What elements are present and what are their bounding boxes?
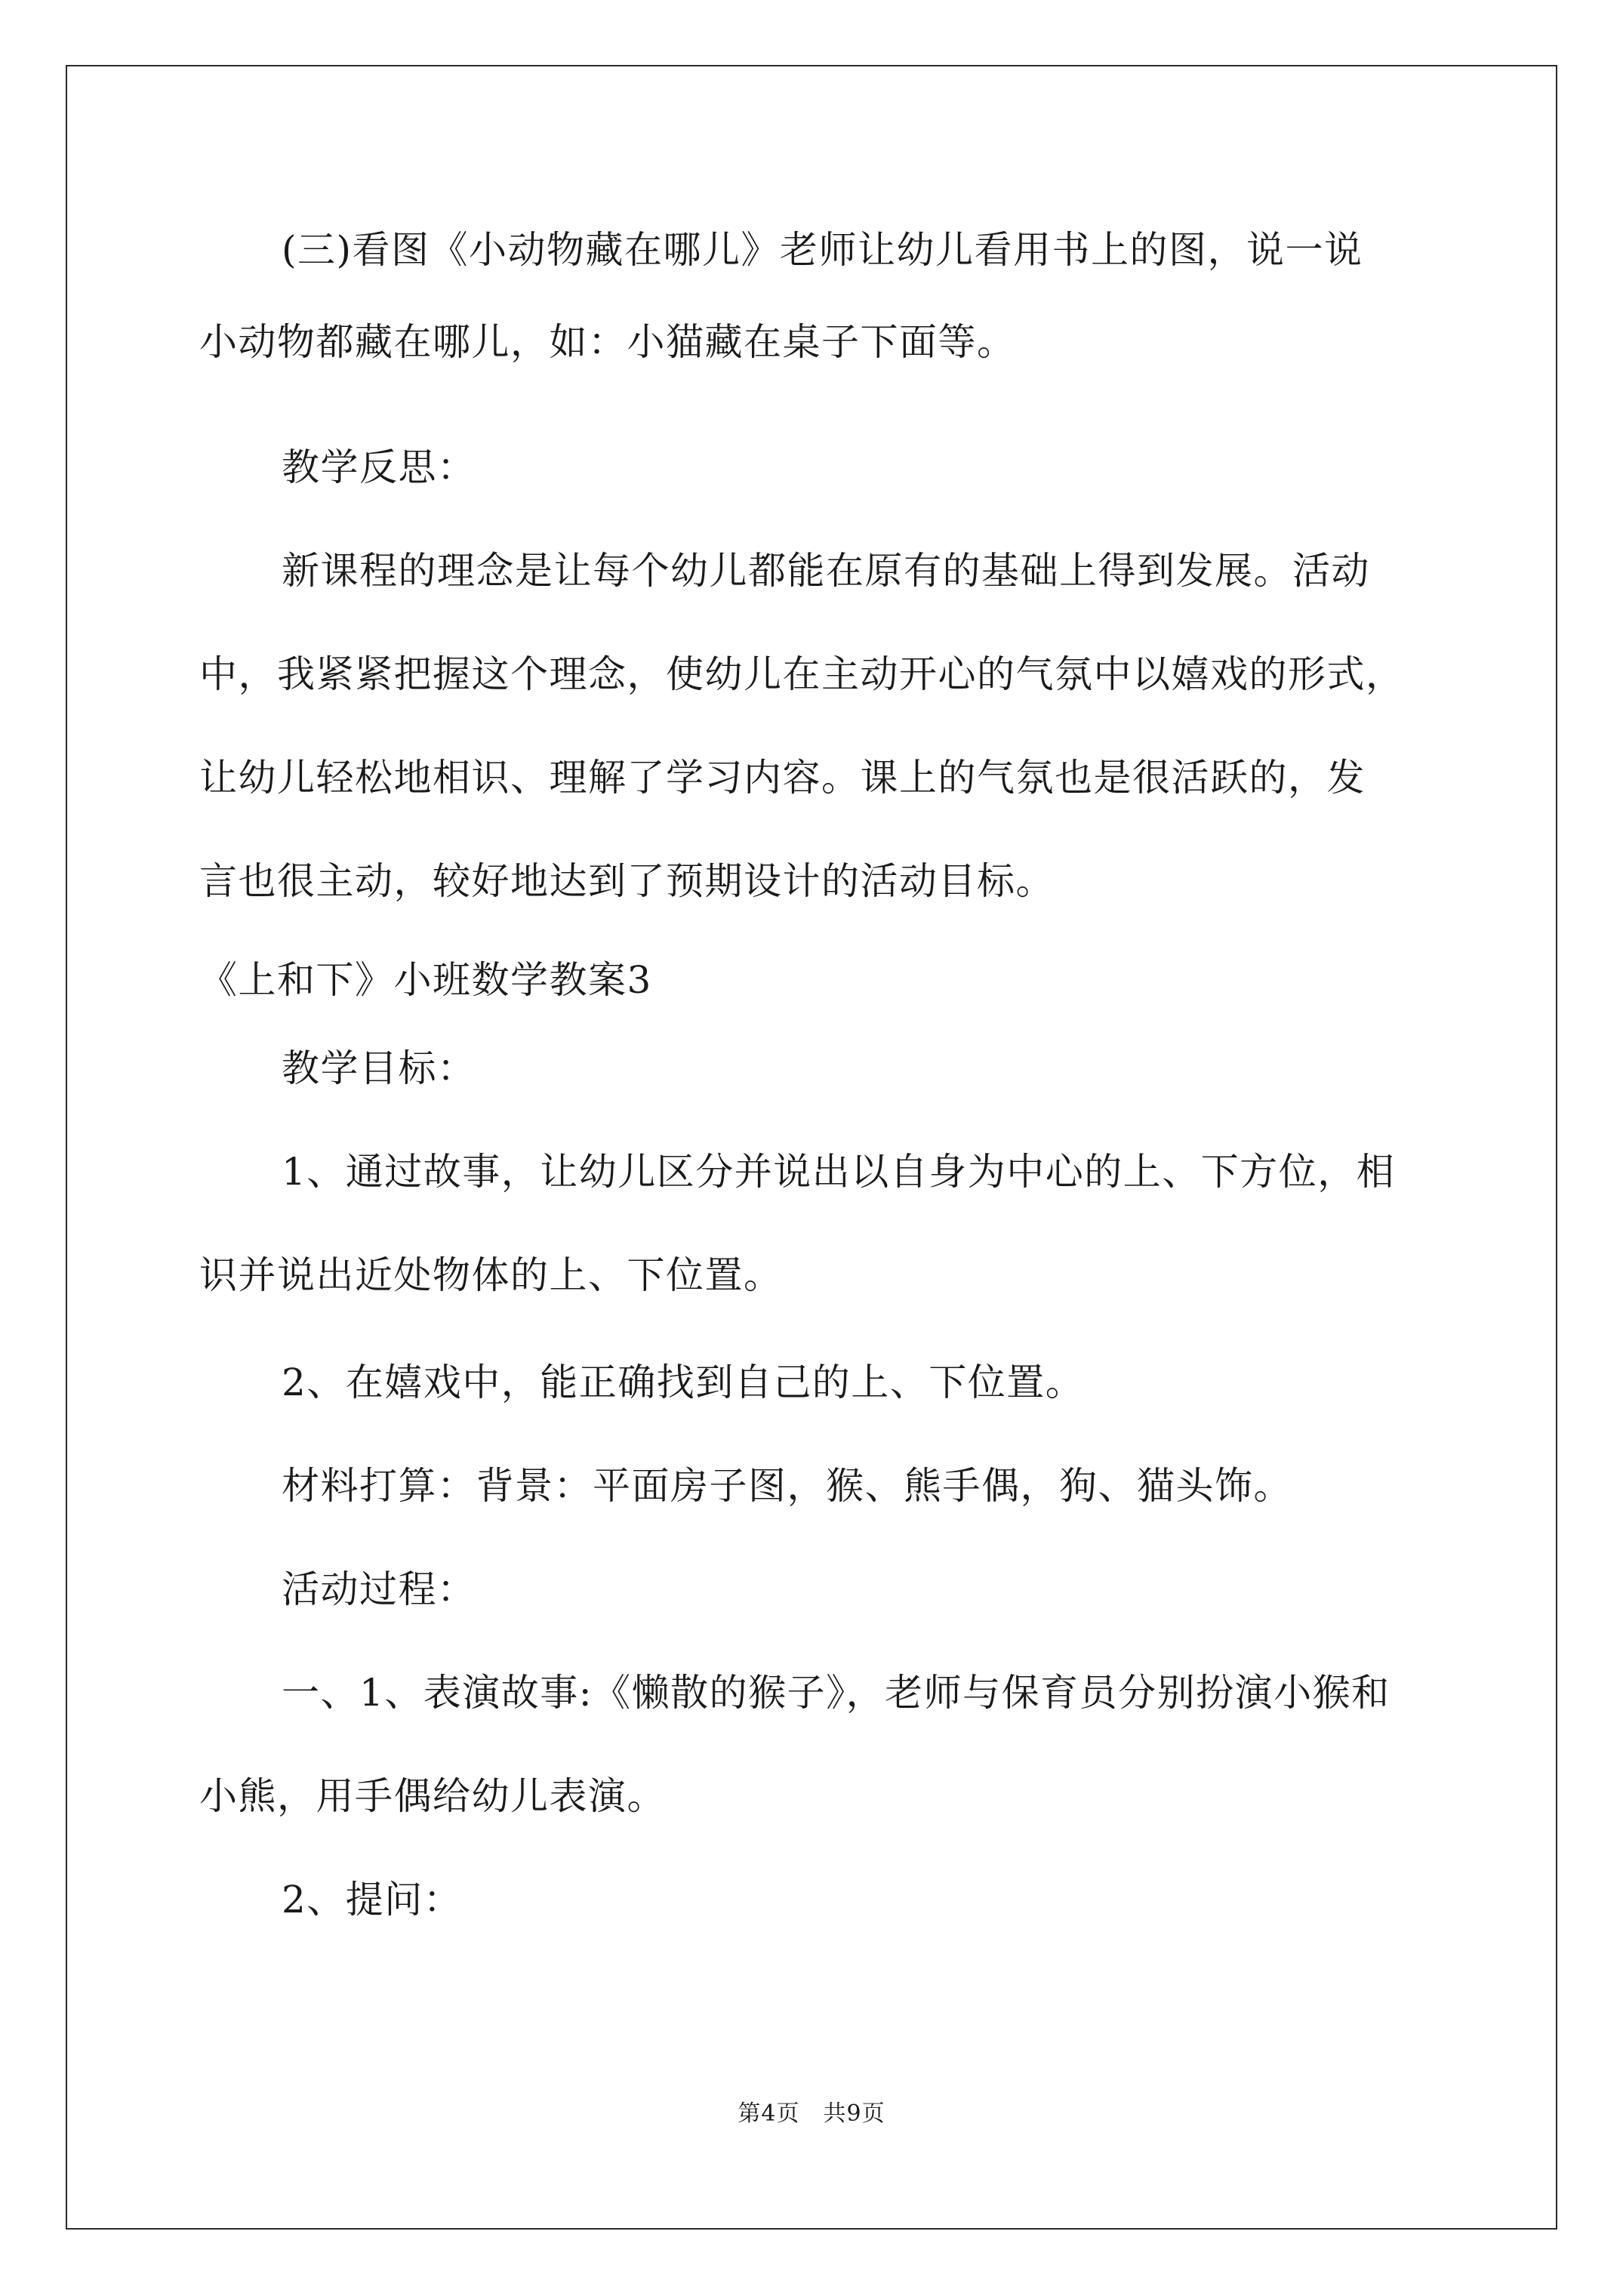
paragraph-line: 材料打算：背景：平面房子图，猴、熊手偶，狗、猫头饰。 (282, 1464, 1292, 1508)
paragraph-line: 小动物都藏在哪儿，如：小猫藏在桌子下面等。 (199, 320, 1016, 364)
paragraph-line: 1、通过故事，让幼儿区分并说出以自身为中心的上、下方位，相 (282, 1150, 1396, 1194)
paragraph-line: 小熊，用手偶给幼儿表演。 (199, 1774, 666, 1818)
section-heading: 教学反思： (282, 445, 476, 489)
paragraph-line: 中，我紧紧把握这个理念，使幼儿在主动开心的气氛中以嬉戏的形式， (199, 652, 1405, 696)
page-footer: 第4页 共9页 (738, 2100, 885, 2127)
section-heading: 活动过程： (282, 1567, 476, 1611)
section-heading: 教学目标： (282, 1046, 476, 1090)
paragraph-line: 识并说出近处物体的上、下位置。 (199, 1253, 783, 1297)
paragraph-line: 一、1、表演故事:《懒散的猴子》，老师与保育员分别扮演小猴和 (282, 1671, 1390, 1715)
paragraph-line: 言也很主动，较好地达到了预期设计的活动目标。 (199, 859, 1055, 903)
paragraph-line: 让幼儿轻松地相识、理解了学习内容。课上的气氛也是很活跃的，发 (199, 756, 1366, 800)
paragraph-line: 新课程的理念是让每个幼儿都能在原有的基础上得到发展。活动 (282, 549, 1370, 593)
document-title: 《上和下》小班数学教案3 (199, 958, 652, 1002)
paragraph-line: 2、提问： (282, 1878, 463, 1922)
paragraph-line: 2、在嬉戏中，能正确找到自己的上、下位置。 (282, 1361, 1085, 1404)
paragraph-line: (三)看图《小动物藏在哪儿》老师让幼儿看用书上的图，说一说 (282, 228, 1363, 272)
